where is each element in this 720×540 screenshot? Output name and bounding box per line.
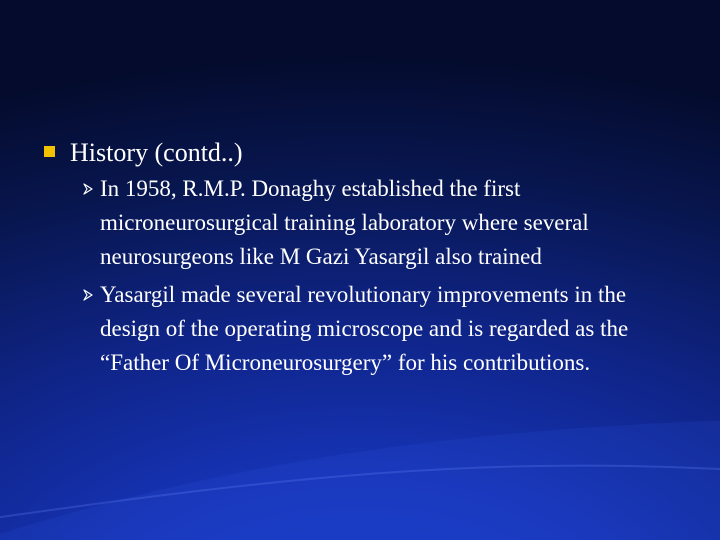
heading-bullet [44, 136, 684, 170]
square-bullet-icon [44, 146, 55, 157]
arrow-bullet-icon [82, 172, 100, 206]
arrow-bullet-icon [82, 278, 100, 312]
slide-heading: History (contd..) [70, 138, 243, 167]
list-item [82, 278, 684, 380]
slide-body [44, 136, 684, 380]
list-item [82, 172, 684, 274]
list-item-text: Yasargil made several revolutionary improvements in the design of the operating microscope and is regarded as the “Father Of Microneurosurgery” for his contributions. [100, 282, 629, 375]
list-item-text: In 1958, R.M.P. Donaghy established the first microneurosurgical training laboratory where several neurosurgeons like M Gazi Yasargil also trained [100, 176, 589, 269]
